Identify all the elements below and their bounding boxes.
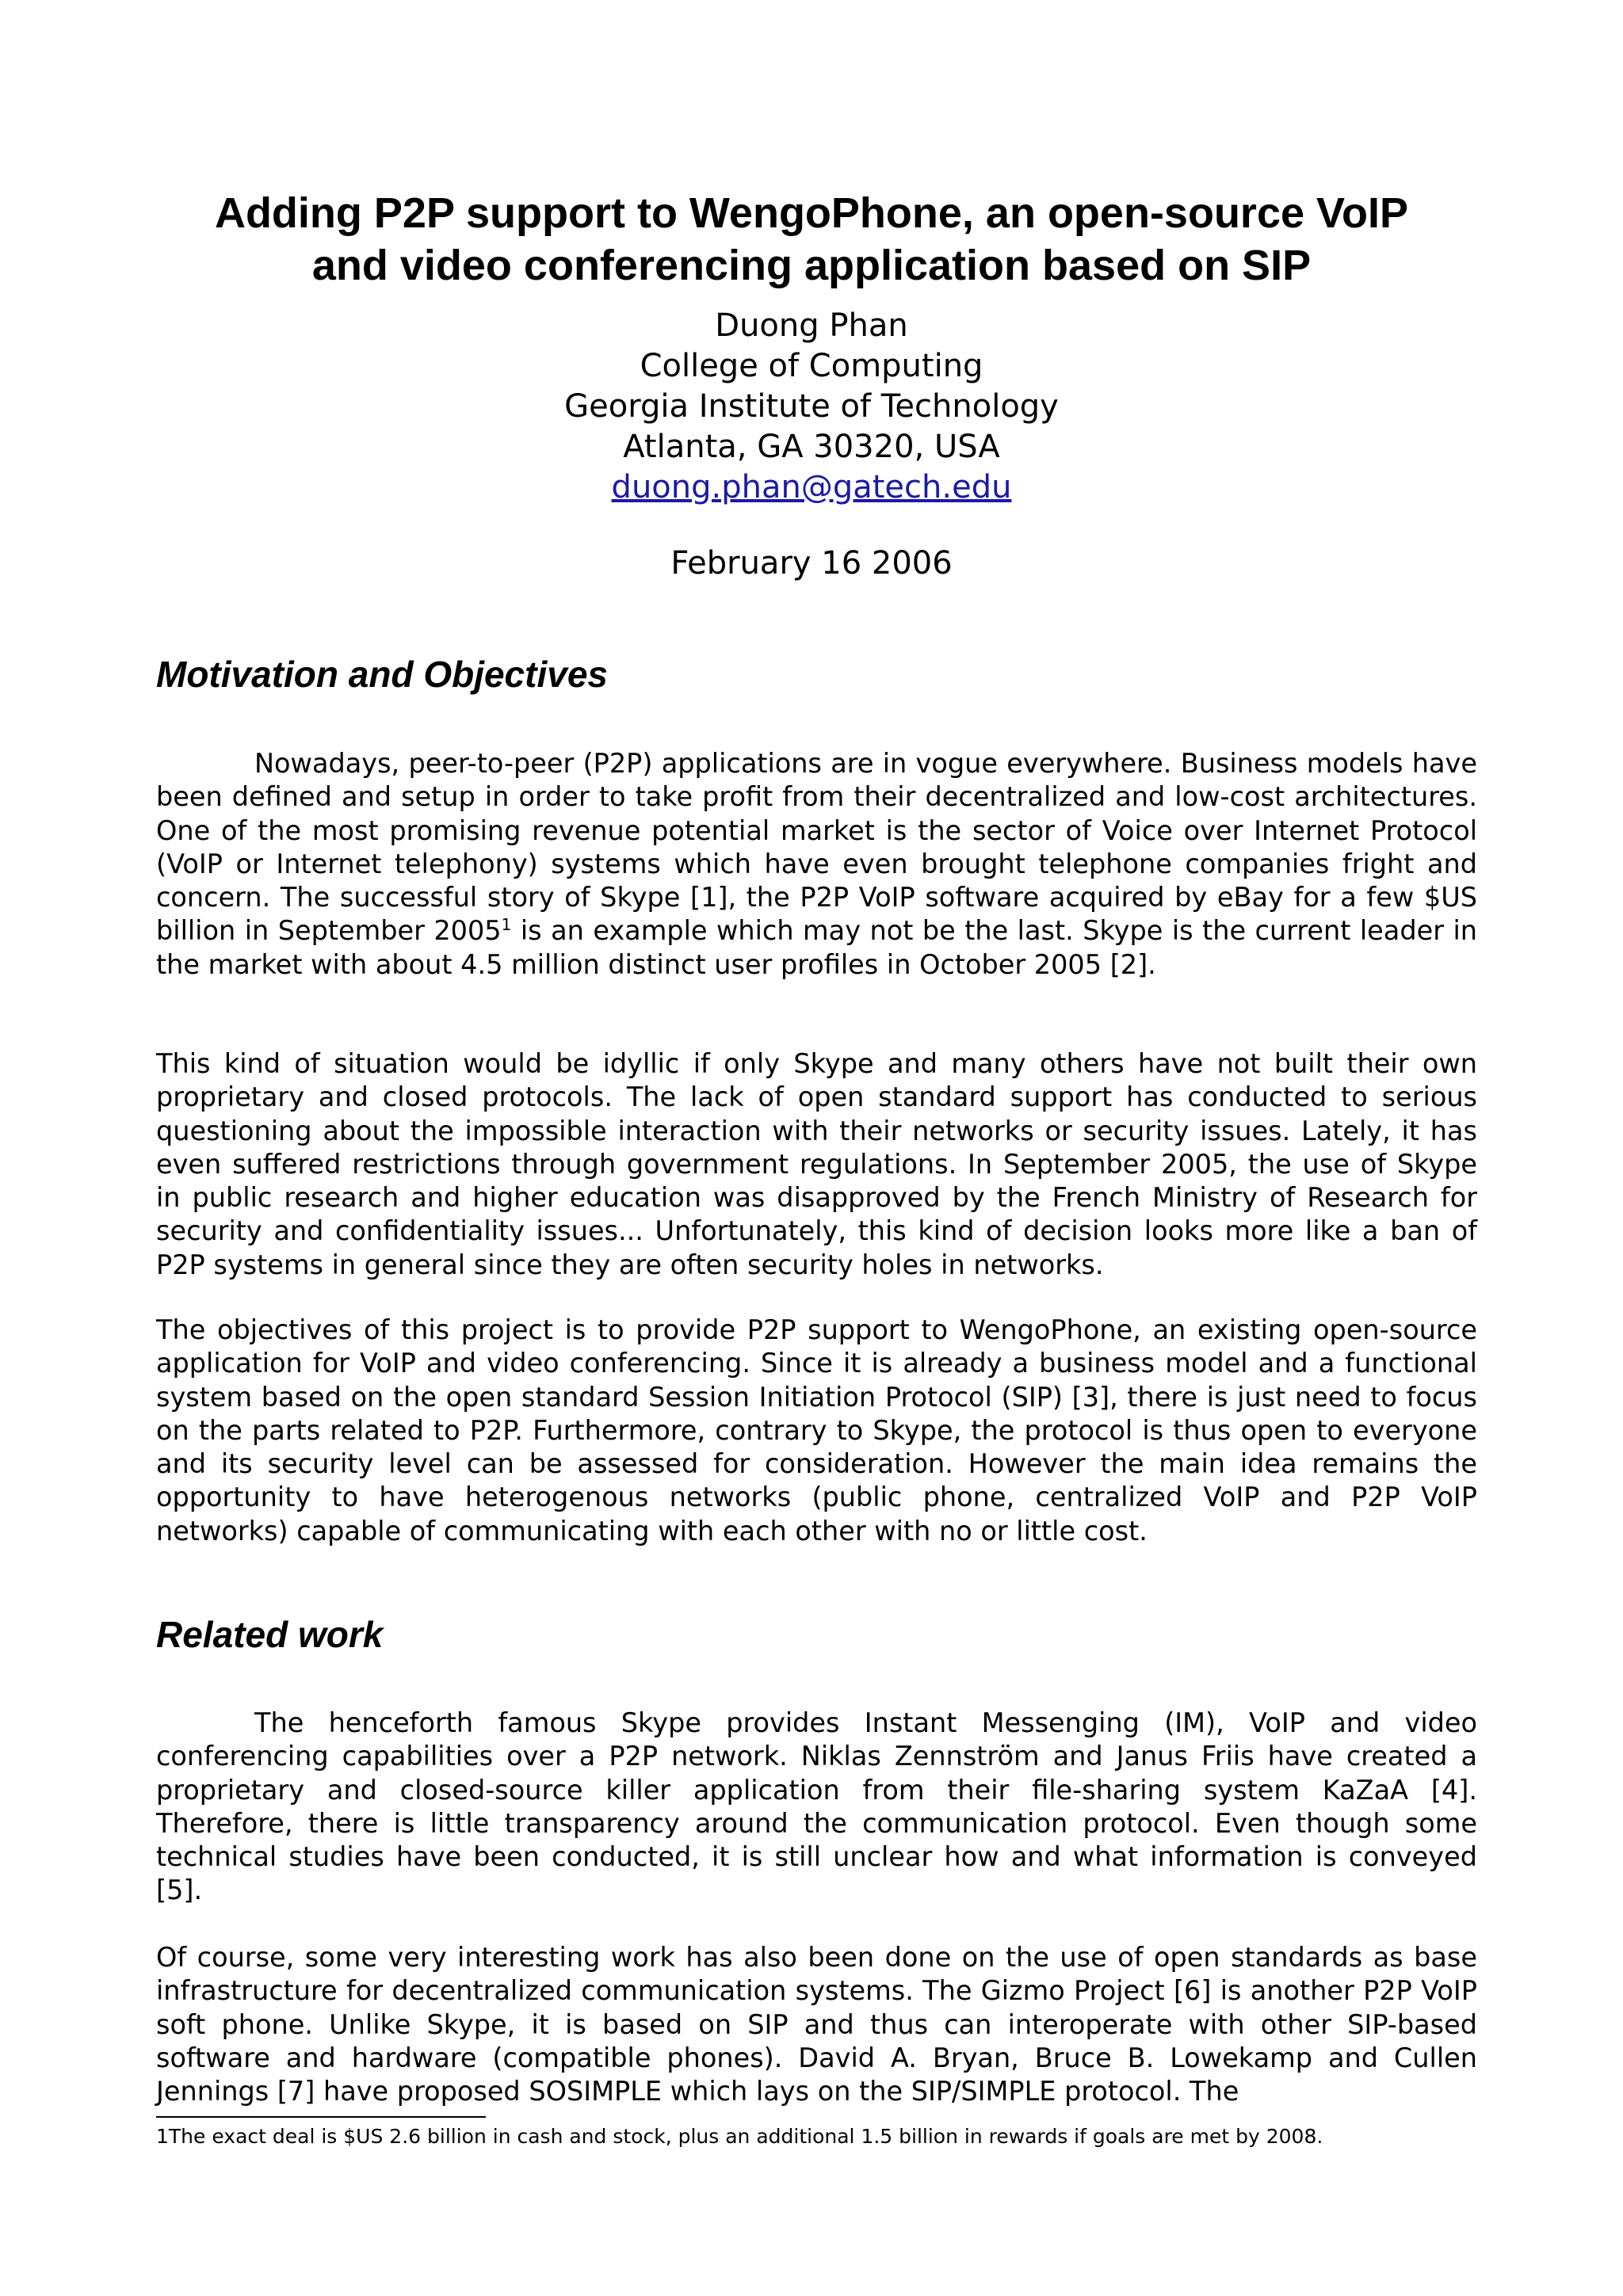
paragraph-related-work-2: Of course, some very interesting work has also been done on the use of open standards as base infrastructure for decentralized communication systems. The Gizmo Project [6] is another P2P VoIP soft phone. Unlike Skype, it is based on SIP and thus can interoperate with other SIP-based software and hardware (compatible phones). David A. Bryan, Bruce B. Lowekamp and Cullen Jennings [7] have proposed SOSIMPLE which lays on the SIP/SIMPLE protocol. The: [156, 1942, 1477, 2107]
author-email-link[interactable]: duong.phan@gatech.edu: [611, 469, 1012, 505]
footnote: [156, 2124, 1503, 2149]
author-department: College of Computing: [640, 348, 983, 384]
paragraph-motivation-1: [156, 747, 1477, 982]
paragraph-motivation-2: This kind of situation would be idyllic if only Skype and many others have not built their own proprietary and closed protocols. The lack of open standard support has conducted to serious questioning about the impossible interaction with their networks or security issues. Lately, it has even suffered restrictions through government regulations. In September 2005, the use of Skype in public research and higher education was disapproved by the French Ministry of Research for security and confidentiality issues... Unfortunately, this kind of decision looks more like a ban of P2P systems in general since they are often security holes in networks.: [156, 1048, 1477, 1280]
author-name: Duong Phan: [715, 307, 908, 344]
author-address: Atlanta, GA 30320, USA: [623, 429, 1000, 465]
paper-title-line-2: and video conferencing application based on SIP: [311, 242, 1312, 289]
publication-date: February 16 2006: [670, 545, 953, 582]
paper-title-line-1: Adding P2P support to WengoPhone, an open-source VoIP: [214, 189, 1409, 237]
footnote-separator: [156, 2116, 486, 2118]
paragraph-text: is an example which may not be the last. Skype is the current leader in the market with about 4.5 million distinct user profiles in October 2005 [2].: [156, 915, 1477, 980]
author-institution: Georgia Institute of Technology: [564, 388, 1059, 425]
paper-title: [127, 187, 1496, 292]
paragraph-related-work-1: The henceforth famous Skype provides Instant Messenging (IM), VoIP and video conferencing capabilities over a P2P network. Niklas Zennström and Janus Friis have created a proprietary and closed-source killer application from their file-sharing system KaZaA [4]. Therefore, there is little transparency around the communication protocol. Even though some technical studies have been conducted, it is still unclear how and what information is conveyed [5].: [156, 1707, 1477, 1906]
section-heading-related-work: Related work: [156, 1614, 384, 1655]
footnote-number: 1: [156, 2125, 169, 2148]
footnote-marker: 1: [501, 915, 512, 935]
paragraph-motivation-3: The objectives of this project is to provide P2P support to WengoPhone, an existing open-source application for VoIP and video conferencing. Since it is already a business model and a functional system based on the open standard Session Initiation Protocol (SIP) [3], there is just need to focus on the parts related to P2P. Furthermore, contrary to Skype, the protocol is thus open to everyone and its security level can be assessed for consideration. However the main idea remains the opportunity to have heterogenous networks (public phone, centralized VoIP and P2P VoIP networks) capable of communicating with each other with no or little cost.: [156, 1314, 1477, 1547]
paragraph-text: Nowadays, peer-to-peer (P2P) applications are in vogue everywhere. Business models have been defined and setup in order to take profit from their decentralized and low-cost architectures. One of the most promising revenue potential market is the sector of Voice over Internet Protocol (VoIP or Internet telephony) systems which have even brought telephone companies fright and concern. The successful story of Skype [1], the P2P VoIP software acquired by eBay for a few $US billion in September 2005: [156, 748, 1477, 947]
author-block: [127, 306, 1496, 508]
section-heading-motivation: Motivation and Objectives: [156, 654, 608, 695]
footnote-text: The exact deal is $US 2.6 billion in cash and stock, plus an additional 1.5 billion in rewards if goals are met by 2008.: [168, 2125, 1323, 2148]
